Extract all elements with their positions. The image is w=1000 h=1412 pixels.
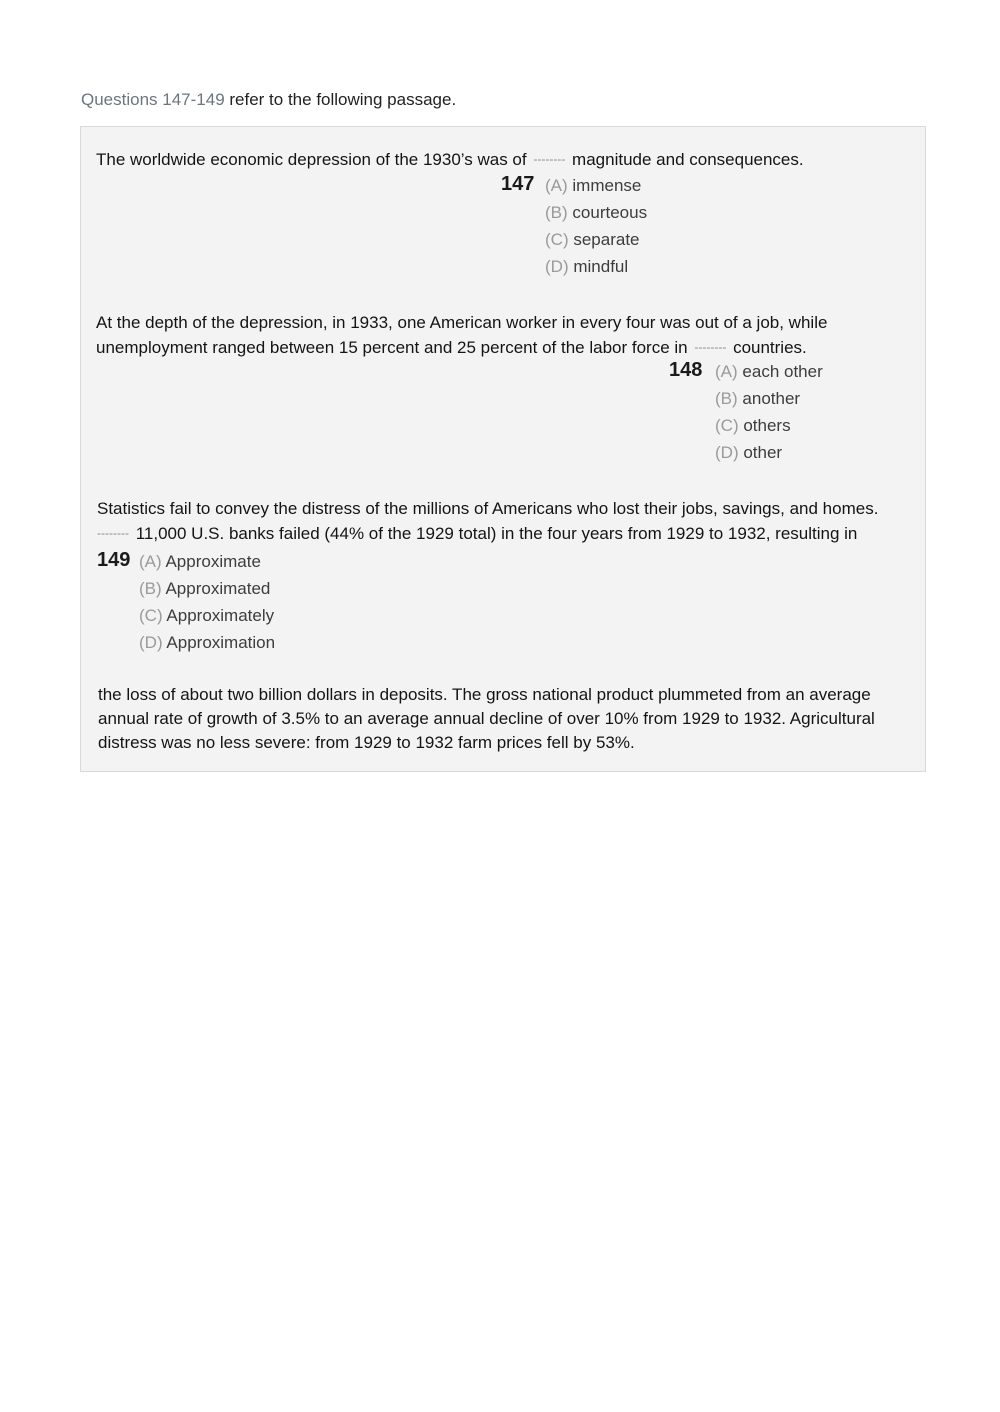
option-text: mindful: [573, 257, 629, 276]
question-range: Questions 147-149: [81, 90, 225, 109]
header-instruction: refer to the following passage.: [224, 90, 457, 109]
option-letter: (D): [545, 257, 569, 276]
option-letter: (B): [545, 203, 568, 222]
option-text: immense: [572, 176, 642, 195]
passage-p4-line3: distress was no less severe: from 1929 to 1932 farm prices fell by 53%.: [98, 733, 635, 752]
p3-after-text: 11,000 U.S. banks failed (44% of the 1929 total) in the four years from 1929 to 1932, resulting in: [135, 524, 858, 543]
p2-before-text: unemployment ranged between 15 percent and 25 percent of the labor force in: [96, 338, 688, 357]
option-147-b[interactable]: [545, 202, 647, 224]
p1-after-text: magnitude and consequences.: [572, 150, 804, 169]
option-text: others: [743, 416, 791, 435]
option-letter: (C): [715, 416, 739, 435]
option-letter: (D): [139, 633, 163, 652]
option-147-a[interactable]: [545, 175, 641, 197]
option-text: courteous: [572, 203, 648, 222]
blank-149: --------: [97, 526, 129, 540]
option-148-d[interactable]: [715, 442, 782, 464]
page-header: [81, 90, 456, 110]
option-letter: (A): [545, 176, 568, 195]
option-letter: (A): [715, 362, 738, 381]
option-letter: (A): [139, 552, 162, 571]
option-letter: (C): [139, 606, 163, 625]
option-149-c[interactable]: [139, 605, 274, 627]
option-letter: (B): [715, 389, 738, 408]
passage-p4-line1: the loss of about two billion dollars in deposits. The gross national product plummeted from an average: [98, 685, 871, 704]
passage-p3-line2: [97, 521, 857, 546]
passage-p1-line1: [96, 147, 804, 172]
passage-p2-line1: At the depth of the depression, in 1933, one American worker in every four was out of a job, while: [96, 313, 828, 332]
option-text: Approximation: [166, 633, 276, 652]
p2-after-text: countries.: [733, 338, 807, 357]
option-text: other: [743, 443, 783, 462]
p1-before-text: The worldwide economic depression of the 1930’s was of: [96, 150, 527, 169]
option-148-b[interactable]: [715, 388, 800, 410]
question-number: 149: [97, 549, 131, 571]
option-147-d[interactable]: [545, 256, 628, 278]
option-text: each other: [742, 362, 823, 381]
passage-p4-line2: annual rate of growth of 3.5% to an average annual decline of over 10% from 1929 to 1932. Agricultural: [98, 709, 875, 728]
option-148-c[interactable]: [715, 415, 791, 437]
option-letter: (C): [545, 230, 569, 249]
passage-p3-line1: Statistics fail to convey the distress of the millions of Americans who lost their jobs, savings, and homes.: [97, 499, 879, 518]
option-letter: (B): [139, 579, 162, 598]
option-letter: (D): [715, 443, 739, 462]
blank-148: --------: [694, 340, 727, 354]
question-number: 148: [669, 359, 703, 381]
passage-p2-line2: [96, 335, 807, 360]
question-number: 147: [501, 173, 535, 195]
option-text: Approximately: [166, 606, 275, 625]
option-149-b[interactable]: [139, 578, 270, 600]
option-text: another: [742, 389, 801, 408]
option-149-d[interactable]: [139, 632, 275, 654]
option-148-a[interactable]: [715, 361, 823, 383]
passage-panel: [80, 126, 926, 772]
blank-147: --------: [533, 152, 566, 166]
option-147-c[interactable]: [545, 229, 640, 251]
option-149-a[interactable]: [139, 551, 261, 573]
option-text: Approximate: [165, 552, 261, 571]
option-text: separate: [573, 230, 640, 249]
option-text: Approximated: [165, 579, 271, 598]
